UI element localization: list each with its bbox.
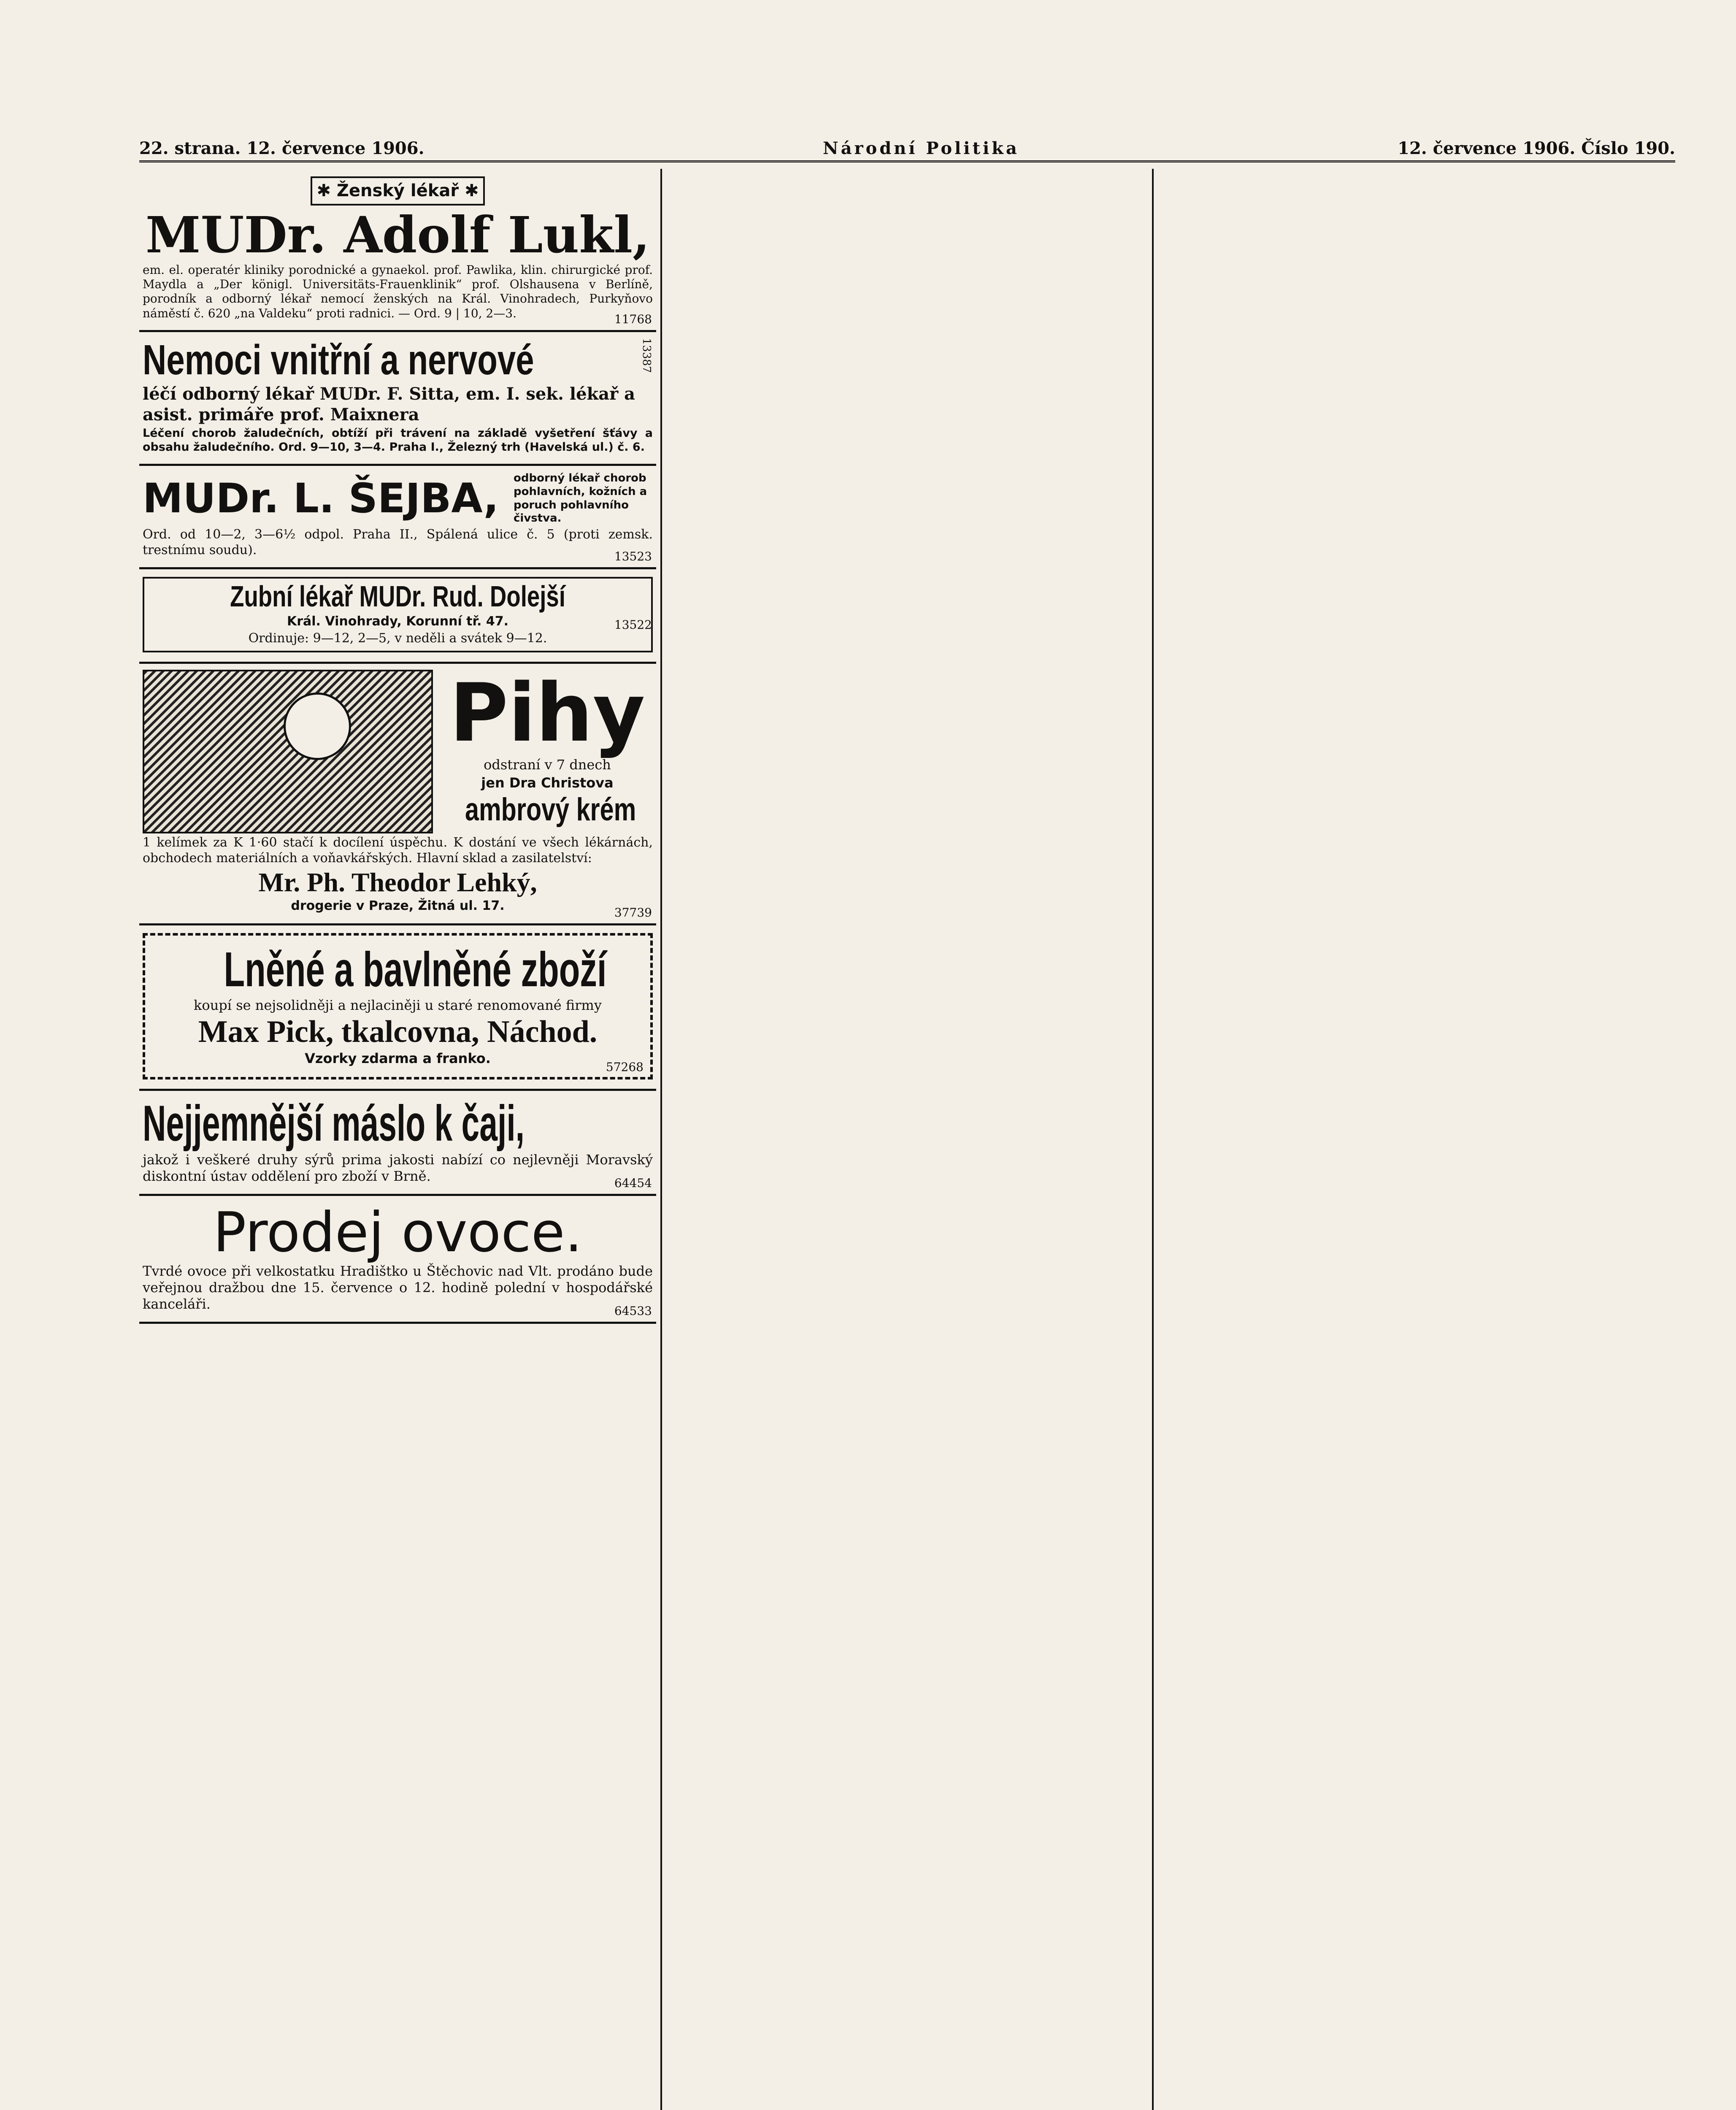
masthead: Národní Politika — [823, 138, 1019, 158]
ad-text: Ord. od 10—2, 3—6½ odpol. Praha II., Spálená ulice č. 5 (proti zemsk. trestnímu soudu). — [143, 527, 653, 557]
ad-code: 64533 — [614, 1304, 652, 1318]
ad-sejba — [139, 466, 656, 569]
ad-pihy — [139, 664, 656, 925]
ad-text: jen Dra Christova — [481, 774, 614, 791]
ad-tag: ✱ Ženský lékař ✱ — [311, 176, 484, 206]
ad-ovoce — [139, 1196, 656, 1324]
ad-text: léčí odborný lékař MUDr. F. Sitta, em. I. sek. lékař a asist. primáře prof. Maixnera — [143, 384, 635, 425]
column-rule — [1152, 169, 1154, 2110]
ad-code: 37739 — [614, 905, 652, 920]
column-rule — [660, 169, 662, 2110]
ad-title: MUDr. L. ŠEJBA, — [143, 474, 499, 522]
ad-text: Král. Vinohrady, Korunní tř. 47. — [287, 614, 509, 629]
illustration-image — [143, 670, 433, 833]
ad-code: 13523 — [614, 549, 652, 564]
page-header — [139, 135, 1675, 162]
ad-subtitle: odborný lékař chorob pohlavních, kožních a poruch pohlavního čivstva. — [514, 472, 647, 525]
ad-subtitle: ambrový krém — [465, 791, 636, 828]
ad-title: Lněné a bavlněné zboží — [224, 942, 607, 997]
ad-text: jakož i veškeré druhy sýrů prima jakosti nabízí co nejlevněji Moravský diskontní ústav oddělení pro zboží v Brně. — [143, 1152, 653, 1185]
ad-code: 64454 — [614, 1176, 652, 1190]
ad-text: Vzorky zdarma a franko. — [305, 1050, 491, 1067]
newspaper-page — [139, 135, 1675, 2110]
ad-text: em. el. operatér kliniky porodnické a gynaekol. prof. Pawlika, klin. chirurgické prof. Maydla a „Der königl. Universitäts-Frauenklinik“ prof. Olshausena v Berlíně, porodník a odborný lékař nemocí ženských na Král. Vinohradech, Purkyňovo náměstí č. 620 „na Valdeku“ proti radnici. — Ord. 9 | 10, 2—3. — [143, 263, 653, 320]
ad-title: Prodej ovoce. — [213, 1200, 582, 1265]
ad-name: Mr. Ph. Theodor Lehký, — [258, 867, 537, 898]
header-left: 22. strana. 12. července 1906. — [139, 138, 425, 158]
ad-text: Tvrdé ovoce při velkostatku Hradištko u Štěchovic nad Vlt. prodáno bude veřejnou dražbou dne 15. července o 12. hodině polední v hospodářské kanceláři. — [143, 1263, 653, 1312]
ad-text: Léčení chorob žaludečních, obtíží při trávení na základě vyšetření šťávy a obsahu žaludečního. Ord. 9—10, 3—4. Praha I., Železný trh (Havelská ul.) č. 6. — [143, 427, 653, 454]
ad-text: odstraní v 7 dnech — [484, 756, 611, 773]
ad-maslo — [139, 1091, 656, 1196]
ad-sitta — [139, 332, 656, 466]
header-right: 12. července 1906. Číslo 190. — [1398, 138, 1675, 158]
ad-code: 11768 — [614, 312, 652, 326]
ad-lukl — [139, 169, 656, 332]
ad-title: Pihy — [449, 666, 645, 760]
ad-text: drogerie v Praze, Žitná ul. 17. — [291, 898, 505, 914]
ad-name: Max Pick, tkalcovna, Náchod. — [198, 1014, 598, 1049]
ad-code: 57268 — [606, 1060, 644, 1074]
ad-code: 13387 — [640, 338, 653, 373]
sun-icon — [284, 693, 351, 760]
column-left — [139, 169, 656, 2110]
ad-text: koupí se nejsolidněji a nejlaciněji u staré renomované firmy — [194, 997, 602, 1013]
ad-code: 13522 — [614, 617, 652, 632]
ad-title: MUDr. Adolf Lukl, — [145, 205, 650, 264]
ad-title: Zubní lékař MUDr. Rud. Dolejší — [230, 580, 565, 613]
ad-title: Nejjemnější máslo k čaji, — [143, 1095, 525, 1152]
ad-pick — [139, 925, 656, 1091]
ad-title: Nemoci vnitřní a nervové — [143, 336, 534, 384]
ad-text: 1 kelímek za K 1·60 stačí k docílení úspěchu. K dostání ve všech lékárnách, obchodech materiálních a voňavkářských. Hlavní sklad a zasilatelství: — [143, 835, 653, 866]
ad-text: Ordinuje: 9—12, 2—5, v neděli a svátek 9—12. — [248, 631, 547, 646]
ad-dolejsi — [139, 569, 656, 664]
